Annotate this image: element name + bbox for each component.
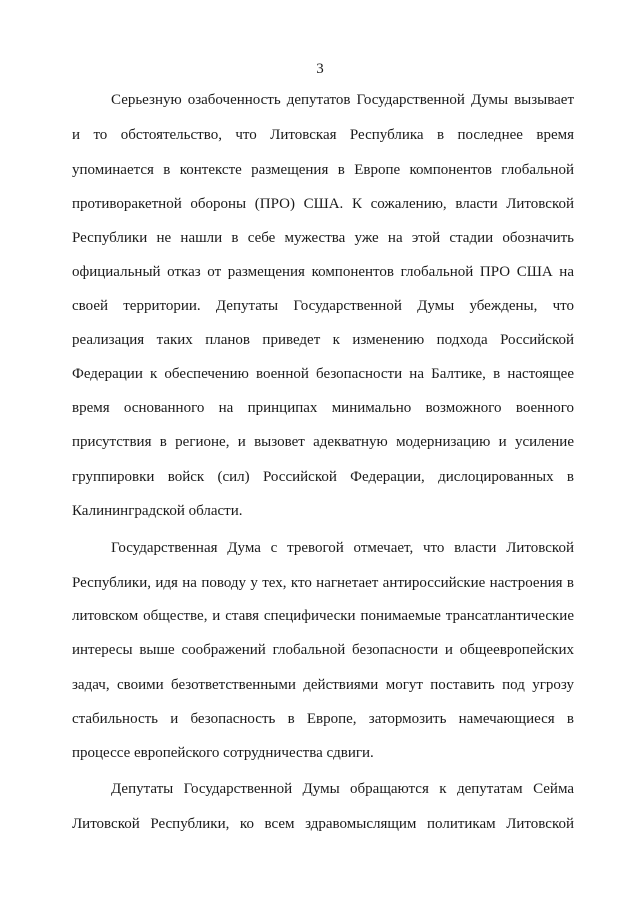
text-line: упоминается в контексте размещения в Европе компонентов глобальной [72, 162, 574, 178]
text-line: реализация таких планов приведет к изменению подхода Российской [72, 332, 574, 348]
text-line: Республики не нашли в себе мужества уже на этой стадии обозначить [72, 230, 574, 246]
text-line: официальный отказ от размещения компонентов глобальной ПРО США на [72, 264, 574, 280]
text-line: Государственная Дума с тревогой отмечает, что власти Литовской [111, 540, 574, 556]
text-line: противоракетной обороны (ПРО) США. К сожалению, власти Литовской [72, 196, 574, 212]
text-line: своей территории. Депутаты Государственной Думы убеждены, что [72, 298, 574, 314]
text-line: Депутаты Государственной Думы обращаются к депутатам Сейма [111, 781, 574, 797]
text-line: Федерации к обеспечению военной безопасности на Балтике, в настоящее [72, 366, 574, 382]
text-line: литовском обществе, и ставя специфически понимаемые трансатлантические [72, 608, 574, 624]
text-line: Литовской Республики, ко всем здравомыслящим политикам Литовской [72, 816, 574, 832]
text-line: время основанного на принципах минимально возможного военного [72, 400, 574, 416]
page-number: 3 [316, 61, 324, 77]
text-line: Серьезную озабоченность депутатов Государственной Думы вызывает [111, 92, 574, 108]
text-line: интересы выше соображений глобальной безопасности и общеевропейских [72, 642, 574, 658]
text-line: и то обстоятельство, что Литовская Республика в последнее время [72, 127, 574, 143]
text-line: задач, своими безответственными действиями могут поставить под угрозу [72, 677, 574, 693]
text-line: Республики, идя на поводу у тех, кто нагнетает антироссийские настроения в [72, 575, 574, 591]
text-line: стабильность и безопасность в Европе, затормозить намечающиеся в [72, 711, 574, 727]
text-line: Калининградской области. [72, 503, 243, 519]
text-line: присутствия в регионе, и вызовет адекватную модернизацию и усиление [72, 434, 574, 450]
text-line: процессе европейского сотрудничества сдвиги. [72, 745, 374, 761]
text-line: группировки войск (сил) Российской Федерации, дислоцированных в [72, 469, 574, 485]
